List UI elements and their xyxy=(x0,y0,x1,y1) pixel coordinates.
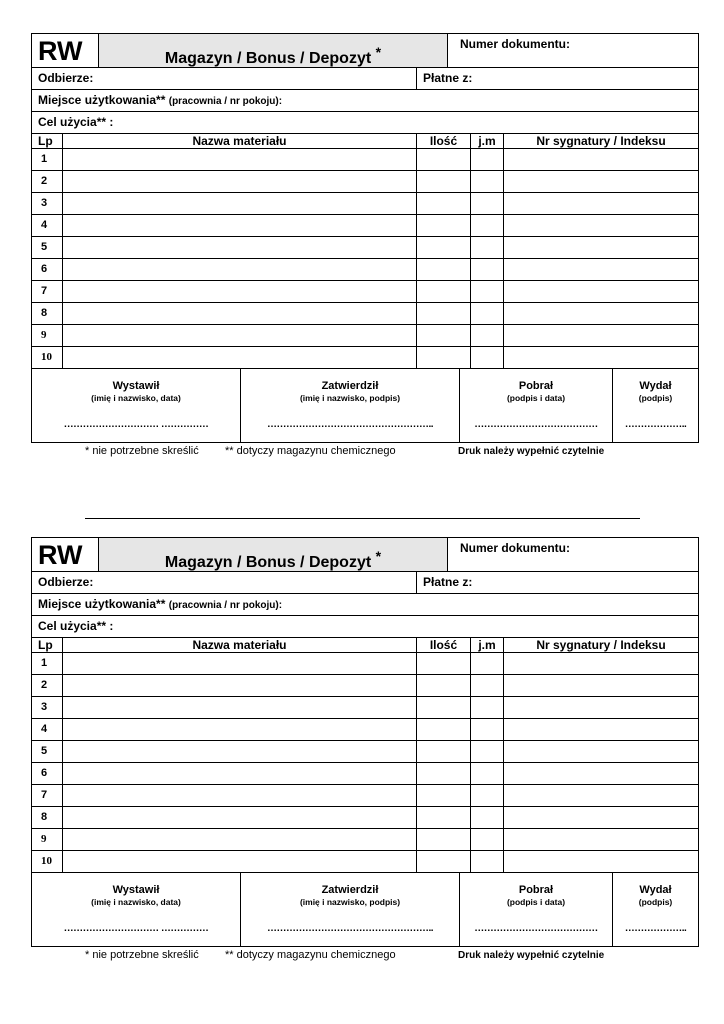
form-header-row xyxy=(31,33,699,68)
material-name-cell[interactable] xyxy=(62,281,416,302)
table-row xyxy=(31,193,699,215)
signature-index-cell[interactable] xyxy=(503,215,698,236)
unit-cell[interactable] xyxy=(470,741,503,762)
approved-by-signature-box[interactable] xyxy=(240,369,459,442)
payment-source-field[interactable] xyxy=(416,68,698,89)
signature-index-cell[interactable] xyxy=(503,763,698,784)
table-row xyxy=(31,149,699,171)
material-name-cell[interactable] xyxy=(62,237,416,258)
purpose-label: Cel użycia** : xyxy=(38,619,114,633)
usage-place-label: Miejsce użytkowania** xyxy=(38,93,166,107)
released-by-dotted-line: ……………….. xyxy=(624,419,687,430)
material-name-cell[interactable] xyxy=(62,653,416,674)
column-header-unit: j.m xyxy=(470,638,503,652)
quantity-cell[interactable] xyxy=(416,653,470,674)
approved-by-dotted-line: …………………………………………….. xyxy=(266,419,434,430)
table-row xyxy=(31,347,699,369)
row-number: 4 xyxy=(41,219,48,231)
document-number-label: Numer dokumentu: xyxy=(460,37,571,51)
row-number: 3 xyxy=(41,197,48,209)
document-number-field[interactable] xyxy=(454,538,698,571)
row-number: 1 xyxy=(41,657,48,669)
quantity-cell[interactable] xyxy=(416,785,470,806)
usage-place-sublabel: (pracownia / nr pokoju): xyxy=(168,600,283,611)
unit-cell[interactable] xyxy=(470,347,503,368)
signature-index-cell[interactable] xyxy=(503,675,698,696)
row-number: 9 xyxy=(41,329,47,341)
unit-cell[interactable] xyxy=(470,149,503,170)
material-name-cell[interactable] xyxy=(62,193,416,214)
material-name-cell[interactable] xyxy=(62,851,416,872)
column-header-lp: Lp xyxy=(38,638,53,652)
table-row xyxy=(31,281,699,303)
issued-by-dotted-line: ………………………… …………… xyxy=(63,419,209,430)
row-number: 4 xyxy=(41,723,48,735)
table-row xyxy=(31,675,699,697)
table-row xyxy=(31,325,699,347)
rw-label: RW xyxy=(38,540,83,570)
form-header-row xyxy=(31,537,699,572)
row-number: 2 xyxy=(41,175,48,187)
payment-source-label: Płatne z: xyxy=(423,71,473,85)
quantity-cell[interactable] xyxy=(416,303,470,324)
approved-by-subtitle: (imię i nazwisko, podpis) xyxy=(299,897,401,907)
table-row xyxy=(31,259,699,281)
released-by-signature-box[interactable] xyxy=(612,873,698,946)
rw-form-top xyxy=(31,33,699,461)
recipient-field[interactable] xyxy=(32,572,416,593)
purpose-row xyxy=(31,112,699,134)
form-title xyxy=(98,538,448,571)
payment-source-label: Płatne z: xyxy=(423,575,473,589)
signature-index-cell[interactable] xyxy=(503,851,698,872)
unit-cell[interactable] xyxy=(470,237,503,258)
table-body xyxy=(31,149,699,369)
unit-cell[interactable] xyxy=(470,763,503,784)
signature-index-cell[interactable] xyxy=(503,807,698,828)
unit-cell[interactable] xyxy=(470,719,503,740)
unit-cell[interactable] xyxy=(470,785,503,806)
released-by-dotted-line: ……………….. xyxy=(624,923,687,934)
row-number: 7 xyxy=(41,285,48,297)
row-number: 3 xyxy=(41,701,48,713)
row-number: 10 xyxy=(41,855,52,867)
unit-cell[interactable] xyxy=(470,193,503,214)
issued-by-title: Wystawił xyxy=(112,380,160,392)
issued-by-subtitle: (imię i nazwisko, data) xyxy=(91,393,181,403)
quantity-cell[interactable] xyxy=(416,259,470,280)
unit-cell[interactable] xyxy=(470,281,503,302)
form-title-text: Magazyn / Bonus / Depozyt xyxy=(164,50,372,67)
table-row xyxy=(31,785,699,807)
table-row xyxy=(31,653,699,675)
row-number: 1 xyxy=(41,153,48,165)
material-name-cell[interactable] xyxy=(62,807,416,828)
signature-index-cell[interactable] xyxy=(503,193,698,214)
quantity-cell[interactable] xyxy=(416,215,470,236)
signature-index-cell[interactable] xyxy=(503,325,698,346)
quantity-cell[interactable] xyxy=(416,347,470,368)
quantity-cell[interactable] xyxy=(416,697,470,718)
released-by-subtitle: (podpis) xyxy=(638,393,673,403)
released-by-signature-box[interactable] xyxy=(612,369,698,442)
row-number: 5 xyxy=(41,241,48,253)
table-row xyxy=(31,303,699,325)
quantity-cell[interactable] xyxy=(416,741,470,762)
signature-index-cell[interactable] xyxy=(503,237,698,258)
collected-by-dotted-line: ………………………………… xyxy=(474,419,598,430)
approved-by-dotted-line: …………………………………………….. xyxy=(266,923,434,934)
unit-cell[interactable] xyxy=(470,697,503,718)
table-row xyxy=(31,719,699,741)
material-name-cell[interactable] xyxy=(62,259,416,280)
table-row xyxy=(31,741,699,763)
recipient-row xyxy=(31,572,699,594)
signature-index-cell[interactable] xyxy=(503,785,698,806)
row-number: 10 xyxy=(41,351,52,363)
issued-by-signature-box[interactable] xyxy=(32,873,240,946)
footnote-chemical: ** dotyczy magazynu chemicznego xyxy=(225,949,396,961)
approved-by-title: Zatwierdził xyxy=(321,884,379,896)
usage-place-field[interactable] xyxy=(32,594,698,615)
unit-cell[interactable] xyxy=(470,303,503,324)
footnotes xyxy=(31,947,699,965)
approved-by-subtitle: (imię i nazwisko, podpis) xyxy=(299,393,401,403)
quantity-cell[interactable] xyxy=(416,719,470,740)
row-number: 7 xyxy=(41,789,48,801)
signature-index-cell[interactable] xyxy=(503,149,698,170)
document-number-label: Numer dokumentu: xyxy=(460,541,571,555)
recipient-field[interactable] xyxy=(32,68,416,89)
quantity-cell[interactable] xyxy=(416,193,470,214)
row-number: 2 xyxy=(41,679,48,691)
payment-source-field[interactable] xyxy=(416,572,698,593)
usage-place-row xyxy=(31,594,699,616)
form-title-mark: * xyxy=(375,548,382,564)
recipient-label: Odbierze: xyxy=(38,71,94,85)
unit-cell[interactable] xyxy=(470,653,503,674)
quantity-cell[interactable] xyxy=(416,829,470,850)
column-header-signature: Nr sygnatury / Indeksu xyxy=(503,638,698,652)
quantity-cell[interactable] xyxy=(416,675,470,696)
signature-row xyxy=(31,873,699,947)
footnote-chemical: ** dotyczy magazynu chemicznego xyxy=(225,445,396,457)
quantity-cell[interactable] xyxy=(416,149,470,170)
footnote-strike: * nie potrzebne skreślić xyxy=(85,949,199,961)
unit-cell[interactable] xyxy=(470,171,503,192)
footnotes xyxy=(31,443,699,461)
usage-place-field[interactable] xyxy=(32,90,698,111)
collected-by-signature-box[interactable] xyxy=(459,369,612,442)
column-header-name: Nazwa materiału xyxy=(62,134,416,148)
column-header-lp: Lp xyxy=(38,134,53,148)
signature-row xyxy=(31,369,699,443)
unit-cell[interactable] xyxy=(470,807,503,828)
column-header-unit: j.m xyxy=(470,134,503,148)
unit-cell[interactable] xyxy=(470,829,503,850)
recipient-label: Odbierze: xyxy=(38,575,94,589)
material-name-cell[interactable] xyxy=(62,675,416,696)
material-name-cell[interactable] xyxy=(62,719,416,740)
released-by-title: Wydał xyxy=(639,380,672,392)
material-name-cell[interactable] xyxy=(62,325,416,346)
signature-index-cell[interactable] xyxy=(503,281,698,302)
rw-form-bottom xyxy=(31,537,699,965)
collected-by-dotted-line: ………………………………… xyxy=(474,923,598,934)
footnote-strike: * nie potrzebne skreślić xyxy=(85,445,199,457)
quantity-cell[interactable] xyxy=(416,237,470,258)
collected-by-title: Pobrał xyxy=(518,884,554,896)
row-number: 6 xyxy=(41,767,48,779)
unit-cell[interactable] xyxy=(470,215,503,236)
usage-place-label: Miejsce użytkowania** xyxy=(38,597,166,611)
unit-cell[interactable] xyxy=(470,675,503,696)
collected-by-subtitle: (podpis i data) xyxy=(506,897,566,907)
signature-index-cell[interactable] xyxy=(503,719,698,740)
material-name-cell[interactable] xyxy=(62,171,416,192)
unit-cell[interactable] xyxy=(470,259,503,280)
recipient-row xyxy=(31,68,699,90)
purpose-row xyxy=(31,616,699,638)
purpose-field[interactable] xyxy=(32,616,698,637)
cut-line-divider xyxy=(85,518,640,519)
signature-index-cell[interactable] xyxy=(503,347,698,368)
collected-by-subtitle: (podpis i data) xyxy=(506,393,566,403)
column-header-signature: Nr sygnatury / Indeksu xyxy=(503,134,698,148)
signature-index-cell[interactable] xyxy=(503,259,698,280)
quantity-cell[interactable] xyxy=(416,281,470,302)
form-title-text: Magazyn / Bonus / Depozyt xyxy=(164,554,372,571)
issued-by-dotted-line: ………………………… …………… xyxy=(63,923,209,934)
signature-index-cell[interactable] xyxy=(503,829,698,850)
purpose-field[interactable] xyxy=(32,112,698,133)
unit-cell[interactable] xyxy=(470,325,503,346)
table-header xyxy=(31,638,699,653)
row-number: 9 xyxy=(41,833,47,845)
quantity-cell[interactable] xyxy=(416,171,470,192)
collected-by-signature-box[interactable] xyxy=(459,873,612,946)
table-header xyxy=(31,134,699,149)
material-name-cell[interactable] xyxy=(62,697,416,718)
document-number-field[interactable] xyxy=(454,34,698,67)
column-header-name: Nazwa materiału xyxy=(62,638,416,652)
approved-by-signature-box[interactable] xyxy=(240,873,459,946)
quantity-cell[interactable] xyxy=(416,325,470,346)
collected-by-title: Pobrał xyxy=(518,380,554,392)
quantity-cell[interactable] xyxy=(416,763,470,784)
material-name-cell[interactable] xyxy=(62,347,416,368)
unit-cell[interactable] xyxy=(470,851,503,872)
table-row xyxy=(31,697,699,719)
table-row xyxy=(31,215,699,237)
material-name-cell[interactable] xyxy=(62,215,416,236)
material-name-cell[interactable] xyxy=(62,785,416,806)
signature-index-cell[interactable] xyxy=(503,653,698,674)
table-row xyxy=(31,237,699,259)
table-row xyxy=(31,829,699,851)
material-name-cell[interactable] xyxy=(62,741,416,762)
row-number: 8 xyxy=(41,307,48,319)
released-by-title: Wydał xyxy=(639,884,672,896)
issued-by-signature-box[interactable] xyxy=(32,369,240,442)
table-row xyxy=(31,807,699,829)
rw-label: RW xyxy=(38,36,83,66)
column-header-qty: Ilość xyxy=(416,638,470,652)
form-title xyxy=(98,34,448,67)
quantity-cell[interactable] xyxy=(416,807,470,828)
row-number: 6 xyxy=(41,263,48,275)
released-by-subtitle: (podpis) xyxy=(638,897,673,907)
quantity-cell[interactable] xyxy=(416,851,470,872)
purpose-label: Cel użycia** : xyxy=(38,115,114,129)
signature-index-cell[interactable] xyxy=(503,741,698,762)
material-name-cell[interactable] xyxy=(62,829,416,850)
issued-by-subtitle: (imię i nazwisko, data) xyxy=(91,897,181,907)
table-row xyxy=(31,171,699,193)
usage-place-sublabel: (pracownia / nr pokoju): xyxy=(168,96,283,107)
row-number: 5 xyxy=(41,745,48,757)
signature-index-cell[interactable] xyxy=(503,171,698,192)
column-header-qty: Ilość xyxy=(416,134,470,148)
form-title-mark: * xyxy=(375,44,382,60)
table-row xyxy=(31,763,699,785)
signature-index-cell[interactable] xyxy=(503,697,698,718)
issued-by-title: Wystawił xyxy=(112,884,160,896)
signature-index-cell[interactable] xyxy=(503,303,698,324)
table-row xyxy=(31,851,699,873)
table-body xyxy=(31,653,699,873)
material-name-cell[interactable] xyxy=(62,149,416,170)
material-name-cell[interactable] xyxy=(62,763,416,784)
approved-by-title: Zatwierdził xyxy=(321,380,379,392)
footnote-legible: Druk należy wypełnić czytelnie xyxy=(458,446,605,457)
material-name-cell[interactable] xyxy=(62,303,416,324)
footnote-legible: Druk należy wypełnić czytelnie xyxy=(458,950,605,961)
usage-place-row xyxy=(31,90,699,112)
row-number: 8 xyxy=(41,811,48,823)
